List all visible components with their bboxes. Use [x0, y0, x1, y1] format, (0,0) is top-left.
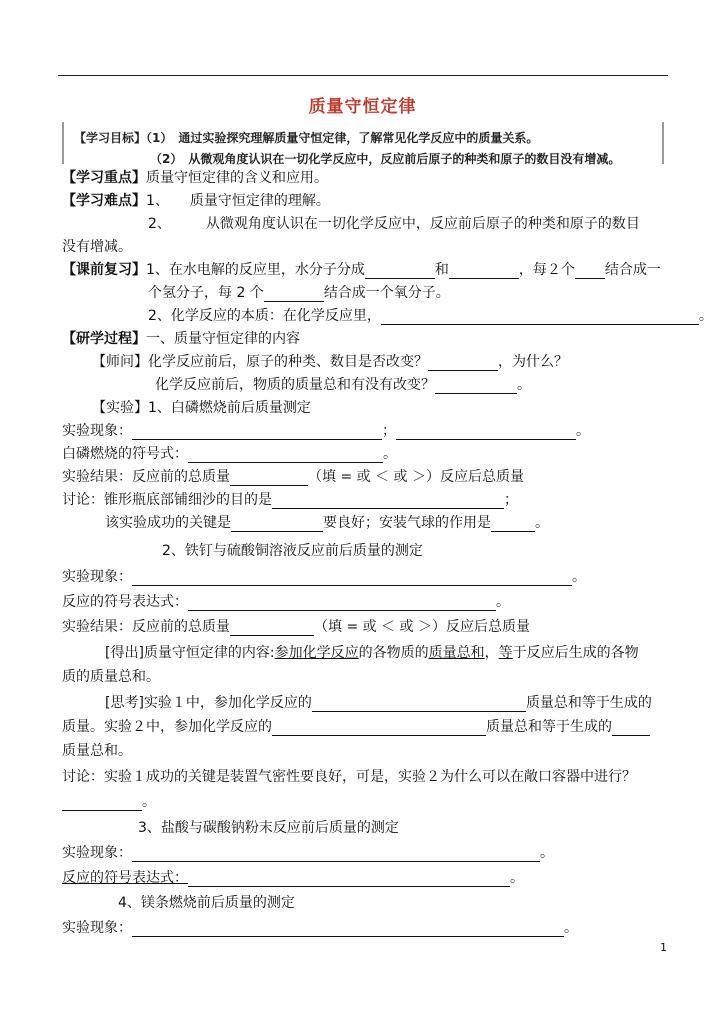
key-point-label: 【学习重点】: [62, 170, 146, 186]
fill-blank[interactable]: [365, 264, 435, 279]
conclusion-text: 的各物质的: [358, 645, 429, 661]
exp1-phenomenon: [62, 420, 590, 440]
review-line-2: [148, 282, 450, 302]
field-label: 实验现象：: [62, 569, 132, 585]
objectives-line-1: [74, 129, 538, 146]
conclusion-underlined: 等: [498, 645, 513, 661]
review-text: ，每２个: [518, 262, 575, 278]
conclusion-text: ，: [484, 645, 499, 661]
fill-blank[interactable]: [272, 494, 504, 509]
fill-blank[interactable]: [230, 621, 314, 636]
fill-blank[interactable]: [381, 310, 699, 325]
objective-2: （2） 从微观角度认识在一切化学反应中，反应前后原子的种类和原子的数目没有增减。: [150, 152, 621, 166]
ask-line-1: [92, 351, 568, 371]
conclusion-line-1: [105, 642, 639, 662]
exp-label: 【实验】: [92, 400, 148, 416]
field-label: （填 = 或 ＜ 或 ＞）反应后总质量: [308, 469, 524, 485]
review-text: 结合成一个氧分子。: [323, 285, 450, 301]
fill-blank[interactable]: [188, 596, 496, 611]
fill-blank[interactable]: [449, 264, 519, 279]
think-line-2: [62, 716, 650, 736]
conclusion-line-2: 质的质量总和。: [62, 669, 160, 685]
review-text: 个氢分子，每 2 个: [148, 285, 264, 301]
ask-text: 化学反应前后，原子的种类、数目是否改变？: [148, 354, 428, 370]
review-text: 和: [434, 262, 449, 278]
field-label: 实验现象：: [62, 920, 132, 936]
exp2-result: [62, 616, 530, 636]
punct: 。: [510, 870, 524, 886]
fill-blank[interactable]: [132, 847, 540, 862]
objective-1: （1） 通过实验探究理解质量守恒定律，了解常见化学反应中的质量关系。: [146, 131, 539, 145]
fill-blank[interactable]: [132, 571, 572, 586]
process-line: [62, 328, 300, 348]
fill-blank[interactable]: [230, 471, 308, 486]
think-line-3: 质量总和。: [62, 743, 132, 759]
punct: 。: [496, 594, 510, 610]
exp1-title: 1、白磷燃烧前后质量测定: [148, 400, 311, 416]
discuss2-answer: [62, 791, 156, 811]
field-label: 该实验成功的关键是: [105, 515, 231, 531]
exp1-equation: [62, 443, 397, 463]
fill-blank[interactable]: [272, 721, 486, 736]
fill-blank[interactable]: [62, 796, 142, 811]
punct: 。: [142, 794, 156, 810]
ask-line-2: [155, 374, 531, 394]
fill-blank[interactable]: [132, 425, 382, 440]
fill-blank[interactable]: [396, 425, 576, 440]
exp1-result: [62, 466, 524, 486]
think-text: [思考]实验１中，参加化学反应的: [105, 695, 312, 711]
ask-text: 。: [517, 377, 531, 393]
field-label: 实验结果：反应前的总质量: [62, 619, 230, 635]
difficulty-item-2-cont: 没有增减。: [62, 239, 132, 255]
think-text: 质量总和等于生成的: [486, 719, 612, 735]
fill-blank[interactable]: [188, 872, 510, 887]
think-text: 质量总和等于生成的: [525, 695, 652, 711]
page-number: 1: [660, 941, 667, 954]
fill-blank[interactable]: [312, 697, 526, 712]
fill-blank[interactable]: [612, 721, 650, 736]
difficulty-item-2: 2、 从微观角度认识在一切化学反应中，反应前后原子的种类和原子的数目: [148, 216, 640, 232]
exp4-phenomenon: [62, 917, 578, 937]
think-line-1: [105, 692, 652, 712]
page-title: 质量守恒定律: [308, 97, 417, 117]
field-label: 要良好；安装气球的作用是: [323, 515, 491, 531]
punct: 。: [383, 446, 397, 462]
fill-blank[interactable]: [132, 922, 564, 937]
conclusion-underlined: 质量总和: [428, 645, 485, 661]
punct: ；: [382, 423, 396, 439]
review-text: 2、化学反应的本质：在化学反应里，: [148, 308, 381, 324]
fill-blank[interactable]: [188, 448, 383, 463]
punct: ；: [504, 492, 518, 508]
exp2-equation: [62, 591, 510, 611]
objectives-label: 【学习目标】: [74, 131, 147, 145]
discuss2-text: 讨论：实验１成功的关键是装置气密性要良好，可是，实验２为什么可以在敞口容器中进行？: [62, 769, 636, 785]
punct: 。: [564, 920, 578, 936]
section-1-title: 一、质量守恒定律的内容: [146, 331, 300, 347]
difficulty-line-1: [62, 190, 330, 210]
difficulty-label: 【学习难点】: [62, 193, 146, 209]
exp1-title-line: [92, 397, 311, 417]
field-label: 反应的符号表达式：: [62, 870, 188, 886]
fill-blank[interactable]: [231, 517, 323, 532]
exp2-title: 2、铁钉与硫酸铜溶液反应前后质量的测定: [162, 543, 423, 559]
field-label: （填 = 或 ＜ 或 ＞）反应后总质量: [314, 619, 530, 635]
field-label: 实验结果：反应前的总质量: [62, 469, 230, 485]
punct: 。: [540, 845, 554, 861]
exp3-phenomenon: [62, 842, 554, 862]
fill-blank[interactable]: [435, 379, 517, 394]
field-label: 实验现象：: [62, 423, 132, 439]
think-text: 质量。实验２中，参加化学反应的: [62, 719, 272, 735]
field-label: 白磷燃烧的符号式：: [62, 446, 188, 462]
difficulty-item-1: 1、 质量守恒定律的理解。: [146, 193, 330, 209]
exp3-equation: [62, 867, 524, 887]
fill-blank[interactable]: [428, 356, 498, 371]
ask-text: ，为什么？: [498, 354, 568, 370]
review-text: 1、在水电解的反应里，水分子分成: [146, 262, 365, 278]
fill-blank[interactable]: [575, 264, 605, 279]
review-line-1: [62, 259, 661, 279]
fill-blank[interactable]: [264, 287, 324, 302]
conclusion-underlined: 化学反应: [302, 645, 359, 661]
exp2-phenomenon: [62, 566, 586, 586]
key-point-line: [62, 167, 328, 187]
process-label: 【研学过程】: [62, 331, 146, 347]
punct: 。: [576, 423, 590, 439]
conclusion-text: 于反应后生成的各物: [512, 645, 639, 661]
review-text: 。: [698, 308, 713, 324]
exp1-discuss: [62, 489, 518, 509]
field-label: 实验现象：: [62, 845, 132, 861]
key-point-text: 质量守恒定律的含义和应用。: [146, 170, 328, 186]
punct: 。: [572, 569, 586, 585]
ask-label: 【师问】: [92, 354, 148, 370]
review-label: 【课前复习】: [62, 262, 146, 278]
punct: 。: [535, 515, 549, 531]
exp4-title: 4、镁条燃烧前后质量的测定: [118, 895, 295, 911]
header-rule: [58, 75, 668, 76]
ask-text: 化学反应前后，物质的质量总和有没有改变？: [155, 377, 435, 393]
conclusion-underlined: 参加: [274, 645, 303, 661]
exp1-key: [105, 512, 549, 532]
field-label: 反应的符号表达式：: [62, 594, 188, 610]
field-label: 讨论：锥形瓶底部铺细沙的目的是: [62, 492, 272, 508]
conclusion-text: [得出]质量守恒定律的内容:: [105, 645, 275, 661]
exp3-title: 3、盐酸与碳酸钠粉末反应前后质量的测定: [138, 820, 399, 836]
fill-blank[interactable]: [491, 517, 535, 532]
review-text: 结合成一: [604, 262, 661, 278]
review-line-3: [148, 305, 713, 325]
